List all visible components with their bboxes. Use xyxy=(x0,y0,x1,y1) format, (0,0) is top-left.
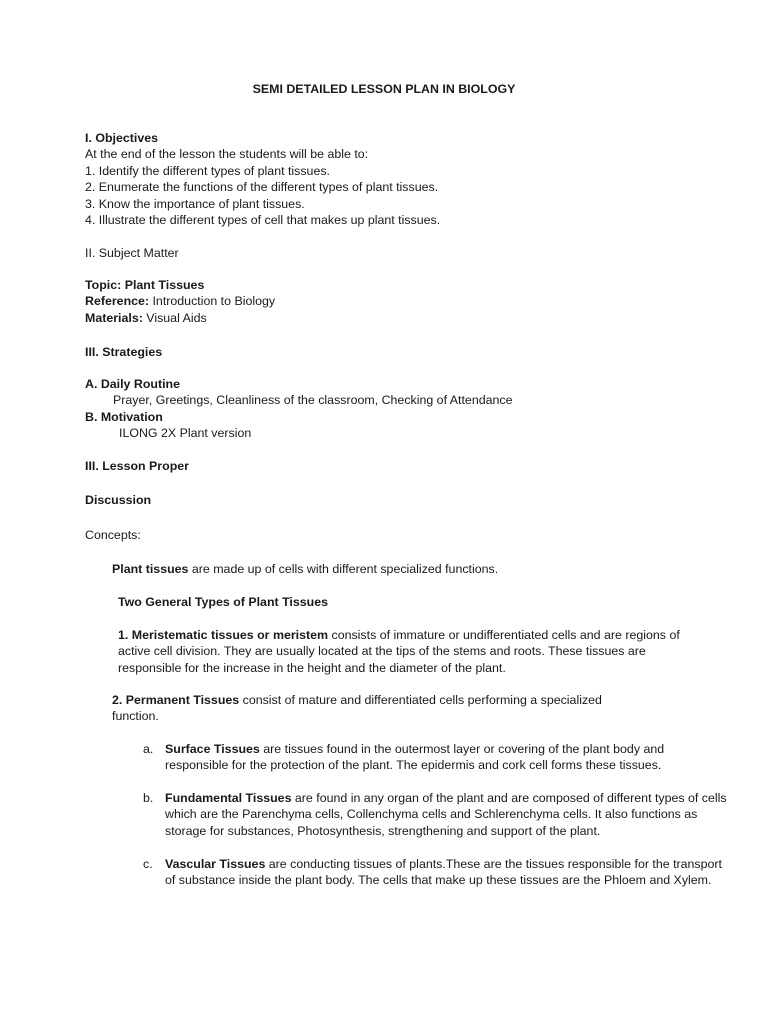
objective-item: 1. Identify the different types of plant tissues. xyxy=(85,163,330,178)
topic-label: Topic: Plant Tissues xyxy=(85,278,205,292)
permanent-bold: 2. Permanent Tissues xyxy=(112,693,240,707)
daily-routine-label: A. Daily Routine xyxy=(85,377,181,391)
list-marker: b. xyxy=(143,791,154,805)
lesson-proper-heading xyxy=(85,458,705,474)
subject-matter-details xyxy=(85,277,705,326)
document-title: SEMI DETAILED LESSON PLAN IN BIOLOGY xyxy=(252,82,516,96)
fundamental-tissues-description: are found in any organ of the plant and are composed of different types of cells which are the Parenchyma cells, Collenchyma cells and Schlerenchyma cells. It also functions as storage for substances, Photosynthesis, strengthening and support of the plant. xyxy=(165,791,727,838)
two-types-heading-text: Two General Types of Plant Tissues xyxy=(118,595,329,609)
surface-tissues-text xyxy=(165,741,728,774)
objective-item: 2. Enumerate the functions of the different types of plant tissues. xyxy=(85,180,439,195)
list-item xyxy=(143,741,728,791)
two-types-heading xyxy=(118,594,698,610)
materials-label: Materials: xyxy=(85,310,143,325)
subject-matter-heading: II. Subject Matter xyxy=(85,246,179,260)
list-marker: c. xyxy=(143,857,153,871)
objectives-section xyxy=(85,130,705,228)
objective-item: 3. Know the importance of plant tissues. xyxy=(85,196,305,211)
list-item xyxy=(143,790,728,856)
strategies-details xyxy=(85,376,705,442)
reference-label: Reference: xyxy=(85,294,150,309)
vascular-tissues-description: are conducting tissues of plants.These are the tissues responsible for the transport of substance inside the plant body. The cells that make up these tissues are the Phloem and Xylem. xyxy=(165,857,722,888)
strategies-heading-text: III. Strategies xyxy=(85,345,163,359)
meristematic-paragraph xyxy=(118,627,690,676)
objectives-heading: I. Objectives xyxy=(85,131,159,145)
materials-value: Visual Aids xyxy=(142,310,207,325)
surface-tissues-bold: Surface Tissues xyxy=(165,742,260,756)
motivation-text: ILONG 2X Plant version xyxy=(119,426,252,441)
reference-value: Introduction to Biology xyxy=(149,294,276,309)
discussion-heading-text: Discussion xyxy=(85,493,152,507)
lesson-proper-heading-text: III. Lesson Proper xyxy=(85,459,189,473)
fundamental-tissues-text xyxy=(165,790,728,839)
surface-tissues-description: are tissues found in the outermost layer or covering of the plant body and responsible for the protection of the plant. The epidermis and cork cell forms these tissues. xyxy=(165,742,665,773)
list-item xyxy=(143,856,728,906)
meristematic-text: consists of immature or undifferentiated cells and are regions of active cell division. They are usually located at the tips of the stems and roots. These tissues are responsible for the increase in the height and the diameter of the plant. xyxy=(118,628,680,675)
plant-tissues-bold: Plant tissues xyxy=(112,562,189,576)
vascular-tissues-text xyxy=(165,856,728,889)
plant-tissues-text: are made up of cells with different specialized functions. xyxy=(188,562,499,576)
fundamental-tissues-bold: Fundamental Tissues xyxy=(165,791,292,805)
vascular-tissues-bold: Vascular Tissues xyxy=(165,857,266,871)
plant-tissues-paragraph xyxy=(112,561,712,577)
permanent-paragraph xyxy=(112,692,642,725)
objective-item: 4. Illustrate the different types of cell that makes up plant tissues. xyxy=(85,213,441,228)
daily-routine-text: Prayer, Greetings, Cleanliness of the classroom, Checking of Attendance xyxy=(113,393,513,408)
objectives-intro: At the end of the lesson the students will be able to: xyxy=(85,147,369,162)
motivation-label: B. Motivation xyxy=(85,409,163,424)
strategies-heading xyxy=(85,344,705,360)
list-marker: a. xyxy=(143,742,154,756)
concepts-label: Concepts: xyxy=(85,528,141,542)
permanent-text: consist of mature and differentiated cells performing a specialized function. xyxy=(112,693,602,724)
meristematic-bold: 1. Meristematic tissues or meristem xyxy=(118,628,329,642)
discussion-heading xyxy=(85,492,705,508)
